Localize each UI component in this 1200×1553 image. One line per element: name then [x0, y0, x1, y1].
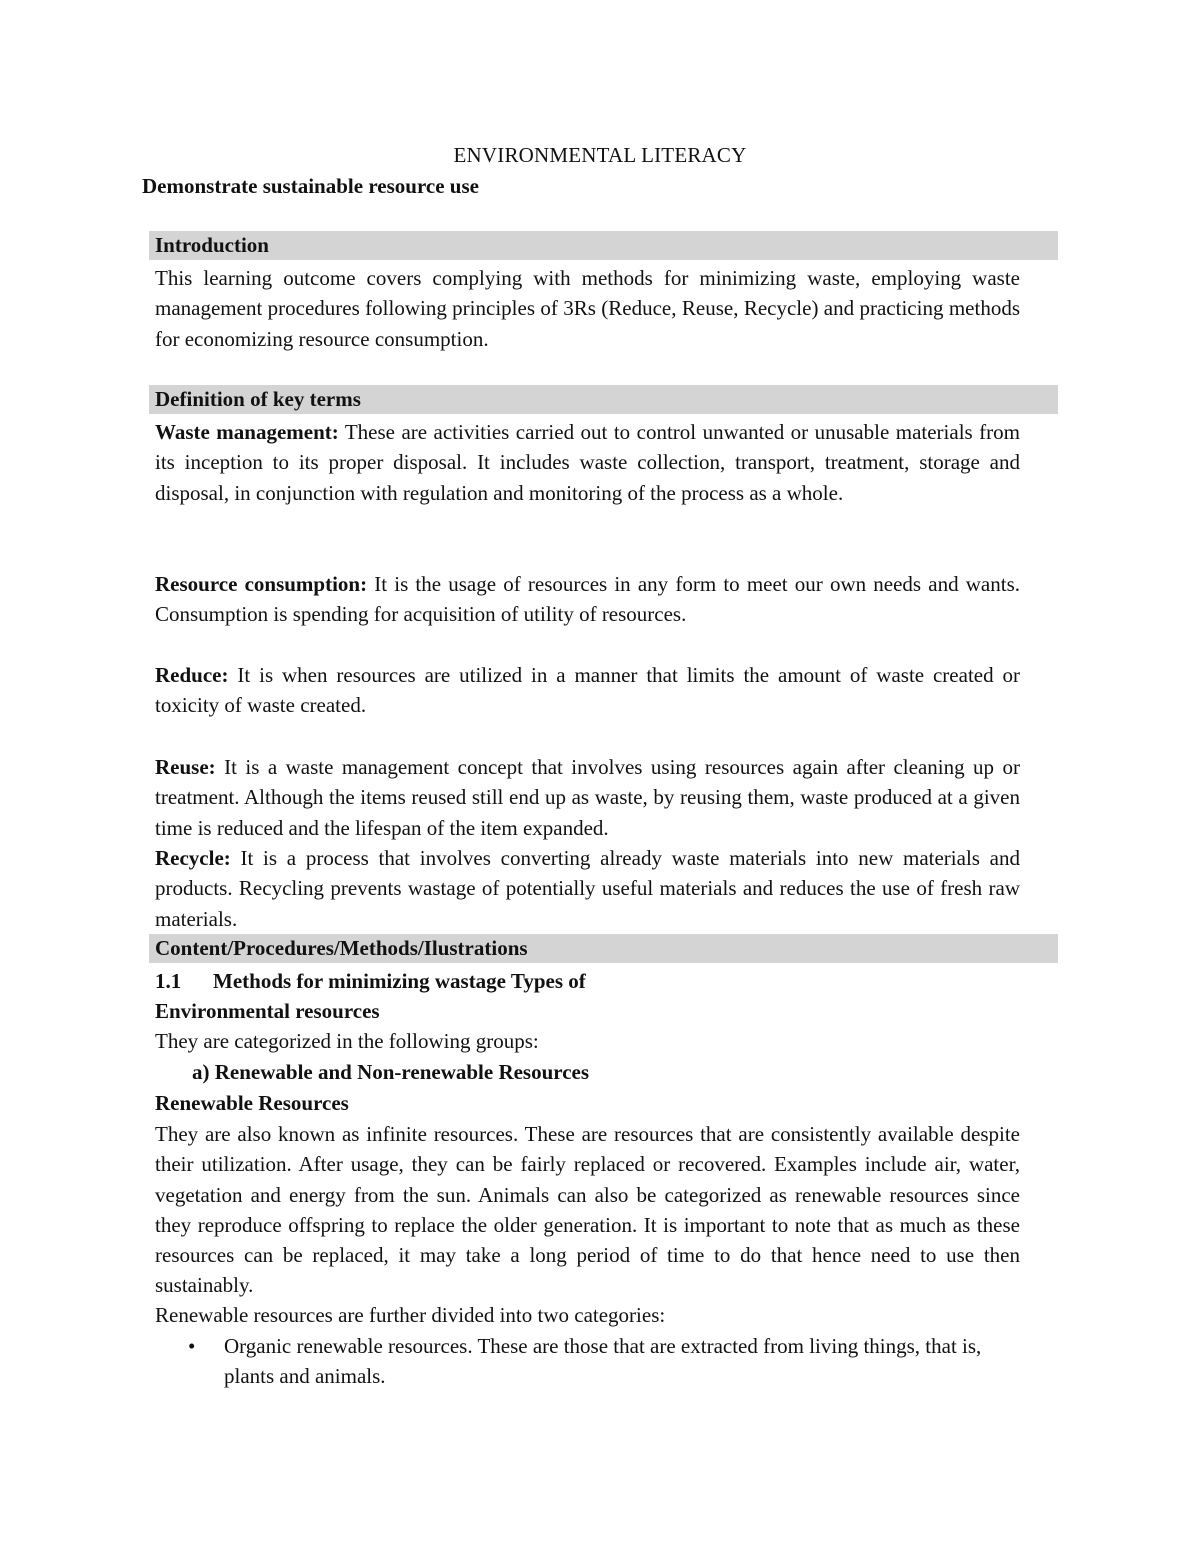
definition-recycle	[155, 843, 1020, 934]
introduction-text: This learning outcome covers complying with methods for minimizing waste, employing waste management procedures following principles of 3Rs (Reduce, Reuse, Recycle) and practicing methods for economizing resource consumption.	[155, 266, 1020, 351]
term-text: These are activities carried out to control unwanted or unusable materials from its inception to its proper disposal. It includes waste collection, transport, treatment, storage and disposal, in conjunction with regulation and monitoring of the process as a whole.	[155, 420, 1020, 505]
definition-reduce	[155, 660, 1020, 721]
bullet-organic-renewable: Organic renewable resources. These are those that are extracted from living things, that is, plants and animals.	[224, 1334, 982, 1389]
introduction-heading: Introduction	[149, 231, 1058, 260]
categories-intro: They are categorized in the following groups:	[155, 1029, 539, 1053]
renewable-resources-heading: Renewable Resources	[155, 1091, 349, 1115]
renewable-resources-text: They are also known as infinite resources. These are resources that are consistently available despite their utilization. After usage, they can be fairly replaced or recovered. Examples include air, water, vegetation and energy from the sun. Animals can also be categorized as renewable resources since they reproduce offspring to replace the older generation. It is important to note that as much as these resources can be replaced, it may take a long period of time to do that hence need to use then sustainably.	[155, 1122, 1020, 1298]
term-text: It is a waste management concept that involves using resources again after cleaning up or treatment. Although the items reused still end up as waste, by reusing them, waste produced at a given time is reduced and the lifespan of the item expanded.	[155, 755, 1020, 840]
document-subtitle: Demonstrate sustainable resource use	[142, 174, 479, 198]
bullet-icon: •	[188, 1334, 196, 1358]
document-title: ENVIRONMENTAL LITERACY	[453, 143, 747, 167]
definition-resource-consumption	[155, 569, 1020, 630]
term-label: Recycle:	[155, 846, 231, 870]
content-heading: Content/Procedures/Methods/Ilustrations	[149, 934, 1058, 963]
section-title-line1: Methods for minimizing wastage Types of	[213, 969, 586, 993]
term-label: Reuse:	[155, 755, 216, 779]
term-label: Resource consumption:	[155, 572, 368, 596]
definition-reuse	[155, 752, 1020, 843]
definition-waste-management	[155, 417, 1020, 508]
section-number: 1.1	[155, 969, 182, 993]
term-text: It is when resources are utilized in a manner that limits the amount of waste created or toxicity of waste created.	[155, 663, 1020, 718]
term-label: Waste management:	[155, 420, 339, 444]
term-label: Reduce:	[155, 663, 229, 687]
section-title-line2: Environmental resources	[155, 999, 380, 1023]
renewable-categories-line: Renewable resources are further divided into two categories:	[155, 1303, 666, 1327]
term-text: It is the usage of resources in any form to meet our own needs and wants. Consumption is spending for acquisition of utility of resources.	[155, 572, 1020, 627]
definitions-heading: Definition of key terms	[149, 385, 1058, 414]
term-text: It is a process that involves converting already waste materials into new materials and products. Recycling prevents wastage of potentially useful materials and reduces the use of fresh raw materials.	[155, 846, 1020, 931]
subheading-renewable-nonrenewable: a) Renewable and Non-renewable Resources	[192, 1060, 590, 1084]
